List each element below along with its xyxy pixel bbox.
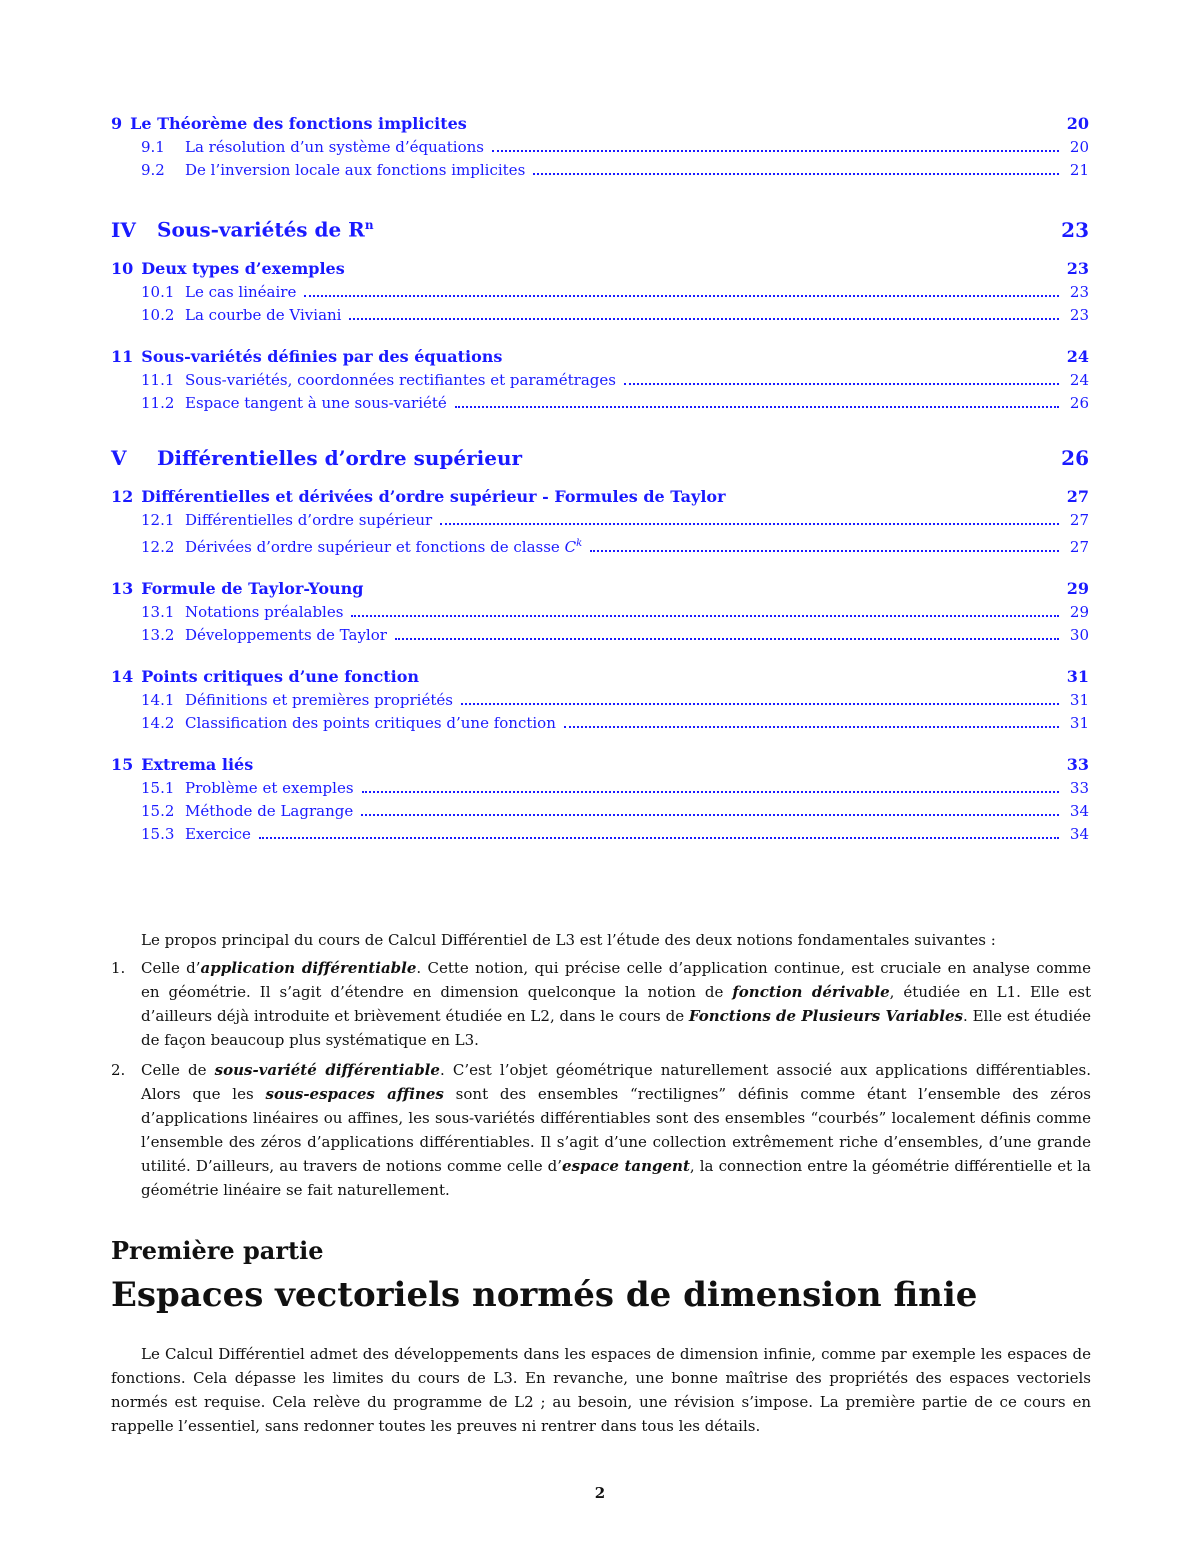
toc-part-v[interactable] (111, 443, 1089, 473)
toc-chapter-number: 12 (111, 486, 134, 506)
toc-page-number: 24 (1069, 370, 1089, 389)
toc-chapter-title: Extrema liés (141, 754, 254, 774)
dot-leader (564, 726, 1059, 728)
dot-leader (362, 791, 1059, 793)
toc-page-number: 31 (1069, 713, 1089, 732)
list-item-text: Celle de sous-variété différentiable. C’est l’objet géométrique naturellement associé aux applications différentiables. Alors que les sous-espaces affines sont des ensembles “rectilignes” définis comme étant l’ensemble des zéros d’applications linéaires ou affines, les sous-variétés différentiables sont des ensembles “courbés” localement définis comme l’ensemble des zéros d’applications différentiables. Il s’agit d’une collection extrêmement riche d’ensembles, d’une grande utilité. D’ailleurs, au travers de notions comme celle d’espace tangent, la connection entre la géométrie différentielle et la géométrie linéaire se fait naturellement. (141, 1061, 1091, 1199)
toc-page-number: 33 (1066, 754, 1089, 774)
toc-section-title: Espace tangent à une sous-variété (185, 393, 447, 412)
toc-section-11-2[interactable] (111, 392, 1089, 415)
toc-page-number: 34 (1069, 801, 1089, 820)
toc-chapter-11[interactable] (111, 345, 1089, 369)
toc-page-number: 24 (1066, 346, 1089, 366)
part-intro-paragraph: Le Calcul Différentiel admet des développements dans les espaces de dimension infinie, comme par exemple les espaces de fonctions. Cela dépasse les limites du cours de L3. En revanche, une bonne maîtrise des propriétés des espaces vectoriels normés est requise. Cela relève du programme de L2 ; au besoin, une révision s’impose. La première partie de ce cours en rappelle l’essentiel, sans redonner toutes les preuves ni rentrer dans tous les détails. (111, 1345, 1091, 1435)
toc-chapter-10[interactable] (111, 257, 1089, 281)
toc-chapter-title: Formule de Taylor-Young (141, 578, 364, 598)
toc-section-9-2[interactable] (111, 159, 1089, 182)
toc-section-title: Le cas linéaire (185, 282, 297, 301)
toc-section-title: La courbe de Viviani (185, 305, 342, 324)
toc-page-number: 26 (1061, 445, 1089, 470)
toc-section-10-2[interactable] (111, 304, 1089, 327)
toc-section-14-2[interactable] (111, 712, 1089, 735)
toc-section-number: 9.1 (141, 138, 165, 156)
toc-part-number: IV (111, 217, 136, 242)
toc-chapter-number: 10 (111, 258, 134, 278)
toc-section-title: De l’inversion locale aux fonctions implicites (185, 161, 526, 179)
toc-section-number: 11.2 (141, 393, 175, 412)
toc-section-number: 14.2 (141, 713, 175, 732)
toc-section-15-3[interactable] (111, 823, 1089, 846)
body-text (111, 928, 1091, 1208)
toc-page-number: 27 (1069, 510, 1089, 529)
dot-leader (590, 550, 1059, 552)
dot-leader (533, 173, 1059, 175)
page-number: 2 (594, 1484, 606, 1502)
toc-section-title: Classification des points critiques d’une fonction (185, 713, 556, 732)
toc-chapter-12[interactable] (111, 485, 1089, 509)
toc-chapter-15[interactable] (111, 753, 1089, 777)
toc-page-number: 23 (1061, 217, 1089, 242)
toc-part-iv[interactable] (111, 210, 1089, 245)
toc-section-title: La résolution d’un système d’équations (185, 138, 484, 156)
toc-section-10-1[interactable] (111, 281, 1089, 304)
list-label: 2. (111, 1061, 126, 1079)
dot-leader (351, 615, 1059, 617)
toc-section-number: 14.1 (141, 690, 175, 709)
toc-part-title: Sous-variétés de $R^n$ (157, 217, 374, 242)
math-symbol: C (564, 537, 577, 556)
toc-section-title: Notations préalables (185, 602, 344, 621)
toc-page-number: 31 (1069, 690, 1089, 709)
dot-leader (461, 703, 1059, 705)
toc-chapter-14[interactable] (111, 665, 1089, 689)
toc-page-number: 30 (1069, 625, 1089, 644)
toc-page-number: 29 (1069, 602, 1089, 621)
dot-leader (492, 150, 1059, 152)
superscript: n (364, 218, 374, 232)
toc-section-9-1[interactable] (111, 136, 1089, 159)
emphasis-term: sous-espaces affines (265, 1085, 444, 1103)
toc-page-number: 29 (1066, 578, 1089, 598)
toc-page-number: 31 (1066, 666, 1089, 686)
toc-chapter-number: 9 (111, 114, 123, 133)
toc-chapter-title: Différentielles et dérivées d’ordre supérieur - Formules de Taylor (141, 486, 726, 506)
toc-chapter-number: 11 (111, 346, 134, 366)
toc-page-number: 27 (1066, 486, 1089, 506)
list-item-text: Celle d’application différentiable. Cette notion, qui précise celle d’application continue, est cruciale en analyse comme en géométrie. Il s’agit d’étendre en dimension quelconque la notion de fonction dérivable, étudiée en L1. Elle est d’ailleurs déjà introduite et brièvement étudiée en L2, dans le cours de Fonctions de Plusieurs Variables. Elle est étudiée de façon beaucoup plus systématique en L3. (141, 959, 1092, 1049)
toc-page-number: 23 (1069, 305, 1089, 324)
toc-chapter-number: 14 (111, 666, 134, 686)
dot-leader (440, 523, 1059, 525)
toc-chapter-title: Points critiques d’une fonction (141, 666, 419, 686)
superscript: k (576, 537, 583, 549)
dot-leader (259, 837, 1059, 839)
toc-chapter-title: Deux types d’exemples (141, 258, 345, 278)
toc-section-number: 11.1 (141, 370, 175, 389)
list-label: 1. (111, 959, 126, 977)
toc-section-title: Définitions et premières propriétés (185, 690, 453, 709)
toc-section-14-1[interactable] (111, 689, 1089, 712)
toc-section-title: Méthode de Lagrange (185, 801, 354, 820)
toc-section-number: 15.1 (141, 778, 175, 797)
toc-chapter-number: 15 (111, 754, 134, 774)
toc-page-number: 34 (1069, 824, 1089, 843)
toc-section-12-2[interactable] (111, 532, 1089, 559)
table-of-contents (111, 112, 1089, 846)
toc-section-number: 13.1 (141, 602, 175, 621)
dot-leader (304, 295, 1059, 297)
dot-leader (455, 406, 1059, 408)
toc-section-number: 9.2 (141, 161, 165, 179)
emphasis-term: Fonctions de Plusieurs Variables (688, 1007, 963, 1025)
toc-part-number: V (111, 445, 127, 470)
toc-page-number: 33 (1069, 778, 1089, 797)
toc-section-title: Dérivées d’ordre supérieur et fonctions de classe $C^k$ (185, 537, 583, 556)
emphasis-term: fonction dérivable (732, 983, 890, 1001)
toc-section-title: Différentielles d’ordre supérieur (185, 510, 433, 529)
toc-page-number: 20 (1066, 114, 1089, 133)
toc-page-number: 27 (1069, 537, 1089, 556)
toc-chapter-13[interactable] (111, 577, 1089, 601)
toc-page-number: 23 (1069, 282, 1089, 301)
toc-chapter-title: Sous-variétés définies par des équations (141, 346, 503, 366)
emphasis-term: application différentiable (200, 959, 417, 977)
toc-section-title: Exercice (185, 824, 251, 843)
toc-page-number: 21 (1069, 161, 1089, 179)
toc-page-number: 26 (1069, 393, 1089, 412)
notions-list (111, 956, 1091, 1202)
toc-section-13-1[interactable] (111, 601, 1089, 624)
toc-page-number: 23 (1066, 258, 1089, 278)
toc-section-number: 15.2 (141, 801, 175, 820)
toc-section-15-2[interactable] (111, 800, 1089, 823)
part-title: Espaces vectoriels normés de dimension finie (111, 1275, 978, 1315)
dot-leader (395, 638, 1059, 640)
toc-section-number: 12.2 (141, 537, 175, 556)
toc-chapter-title: Le Théorème des fonctions implicites (130, 114, 467, 133)
toc-page-number: 20 (1069, 138, 1089, 156)
toc-section-number: 15.3 (141, 824, 175, 843)
toc-section-number: 10.1 (141, 282, 175, 301)
emphasis-term: sous-variété différentiable (214, 1061, 440, 1079)
list-item (111, 1058, 1091, 1202)
emphasis-term: espace tangent (562, 1157, 690, 1175)
dot-leader (349, 318, 1059, 320)
toc-section-title: Problème et exemples (185, 778, 354, 797)
toc-section-12-1[interactable] (111, 509, 1089, 532)
toc-section-title: Sous-variétés, coordonnées rectifiantes et paramétrages (185, 370, 616, 389)
toc-section-title: Développements de Taylor (185, 625, 387, 644)
list-item (111, 956, 1091, 1052)
intro-paragraph: Le propos principal du cours de Calcul Différentiel de L3 est l’étude des deux notions fondamentales suivantes : (141, 931, 996, 949)
toc-section-number: 10.2 (141, 305, 175, 324)
part-label: Première partie (111, 1236, 324, 1265)
toc-part-title: Différentielles d’ordre supérieur (157, 445, 523, 470)
toc-section-number: 12.1 (141, 510, 175, 529)
toc-chapter-number: 13 (111, 578, 134, 598)
dot-leader (361, 814, 1059, 816)
toc-section-number: 13.2 (141, 625, 175, 644)
toc-section-13-2[interactable] (111, 624, 1089, 647)
toc-section-15-1[interactable] (111, 777, 1089, 800)
toc-chapter-9[interactable] (111, 112, 1089, 136)
dot-leader (624, 383, 1059, 385)
toc-section-11-1[interactable] (111, 369, 1089, 392)
